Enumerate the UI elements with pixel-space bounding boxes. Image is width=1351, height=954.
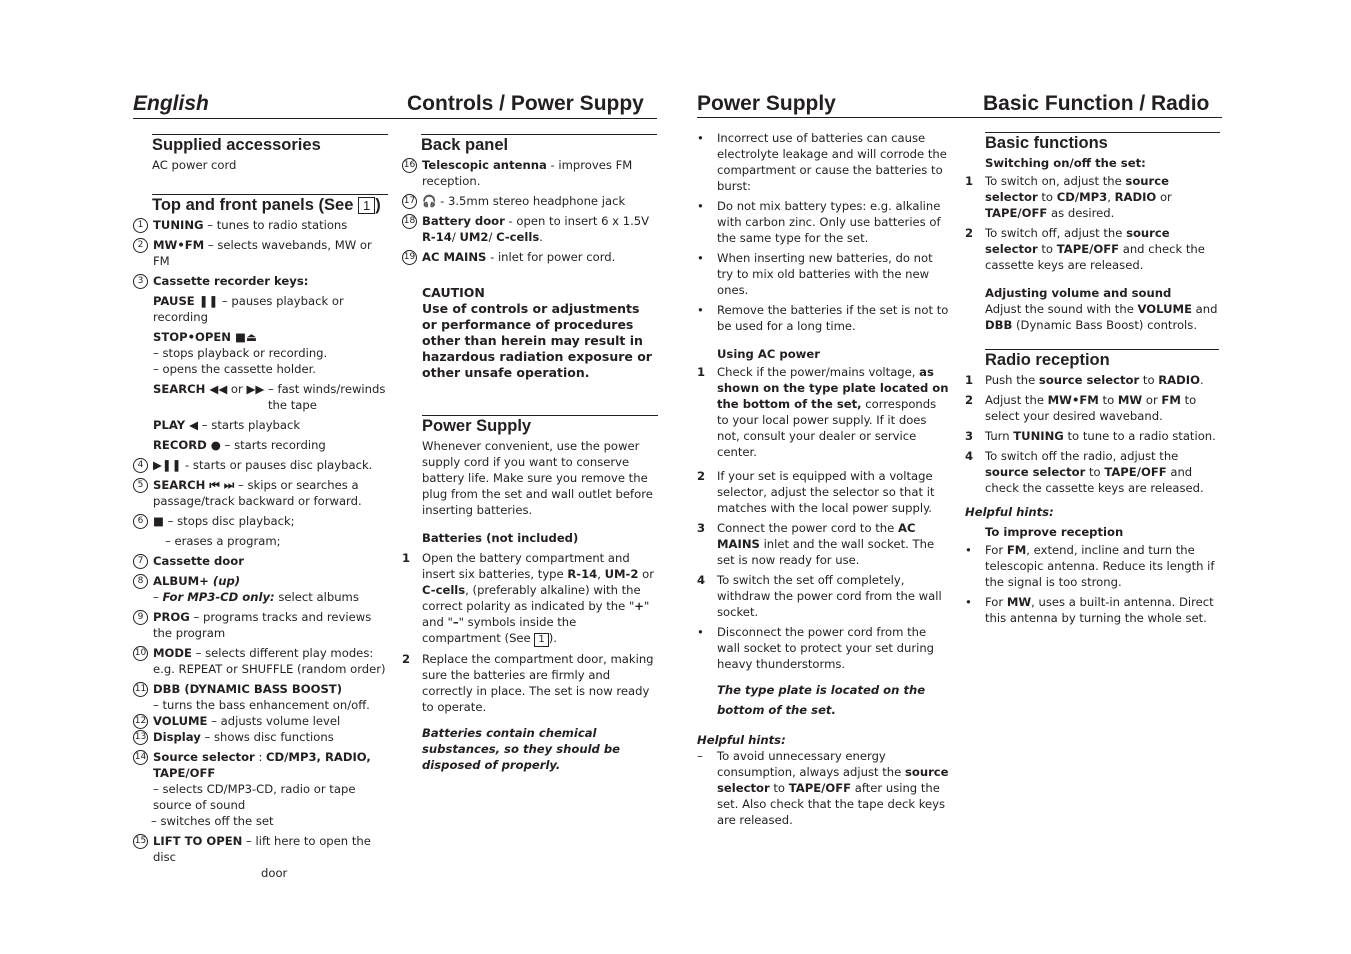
caution-title: CAUTION <box>422 285 485 300</box>
batteries-title: Batteries (not included) <box>422 531 579 545</box>
type-plate-note: The type plate is located on the bottom of the set. <box>717 683 926 717</box>
improve-title: To improve reception <box>985 525 1124 539</box>
item-9: 9 PROG – programs tracks and reviews the program <box>133 609 389 641</box>
radio-step-2: 2 Adjust the MW•FM to MW or FM to select your desired waveband. <box>965 393 1197 423</box>
radio-step-4: 4 To switch off the radio, adjust the source selector to TAPE/OFF and check the cassette keys are released. <box>965 449 1204 495</box>
back-title: Back panel <box>421 136 509 154</box>
battery-step-1: 1 Open the battery compartment and insert six batteries, type R-14, UM-2 or C-cells, (preferably alkaline) with the correct polarity as indicated by the "+" and "–" symbols inside the compartment (See 1 ). <box>402 551 654 645</box>
radio-title: Radio reception <box>985 351 1110 369</box>
item-19: 19 AC MAINS - inlet for power cord. <box>403 250 616 264</box>
item-2: 2 MW•FM – selects wavebands, MW or FM <box>133 237 389 269</box>
volume-title: Adjusting volume and sound <box>985 286 1172 300</box>
ac-step-1: 1 Check if the power/mains voltage, as shown on the type plate located on the bottom of the set, corresponds to your local power supply. If it does not, consult your dealer or service center. <box>697 365 949 459</box>
item-8: 8 ALBUM+ (up) – For MP3-CD only: select albums <box>133 573 389 605</box>
ac-step-2: 2 If your set is equipped with a voltage selector, adjust the selector so that it matches with the local power supply. <box>697 469 935 515</box>
chemical-warning: Batteries contain chemical substances, so they should be disposed of properly. <box>422 726 621 772</box>
item-14: 14 Source selector : CD/MP3, RADIO, TAPE/OFF <box>134 750 371 780</box>
item-stop-desc-1: – stops playback or recording. <box>153 346 328 360</box>
item-1: 1 TUNING – tunes to radio stations <box>133 217 389 233</box>
improve-hint-1: • For FM, extend, incline and turn the telescopic antenna. Reduce its length if the signal is too strong. <box>965 543 1215 589</box>
switch-step-1: 1 To switch on, adjust the source selector to CD/MP3, RADIO or TAPE/OFF as desired. <box>965 174 1172 220</box>
item-stop-desc-2: – opens the cassette holder. <box>153 362 316 376</box>
volume-text: Adjust the sound with the VOLUME and DBB (Dynamic Bass Boost) controls. <box>985 302 1218 332</box>
basic-title: Basic functions <box>985 134 1108 152</box>
item-stop: STOP•OPEN ■⏏ <box>153 330 257 344</box>
item-14-desc: – selects CD/MP3-CD, radio or tape source of sound <box>153 782 356 812</box>
accessories-text: AC power cord <box>152 158 237 172</box>
bullet-4: • Remove the batteries if the set is not to be used for a long time. <box>697 303 949 333</box>
ac-step-4: 4 To switch the set off completely, withdraw the power cord from the wall socket. <box>697 573 942 619</box>
item-15-door: door <box>261 866 288 880</box>
header-power-supply: Power Supply <box>697 92 836 115</box>
item-18: 18 Battery door - open to insert 6 x 1.5V R-14/ UM2/ C-cells. <box>403 214 650 244</box>
item-16: 16 Telescopic antenna - improves FM reception. <box>403 158 633 188</box>
radio-step-1: 1 Push the source selector to RADIO. <box>965 373 1204 387</box>
radio-hints-title: Helpful hints: <box>965 505 1054 519</box>
header-rule-left <box>133 118 657 119</box>
power-supply-title: Power Supply <box>422 417 532 435</box>
item-13: 13 Display – shows disc functions <box>134 730 334 744</box>
power-supply-text: Whenever convenient, use the power supply cord if you want to conserve battery life. Make sure you remove the plug from the set and wall outlet before inserting batteries. <box>422 439 653 517</box>
basic-section <box>985 132 1220 171</box>
switch-title: Switching on/off the set: <box>985 156 1146 170</box>
caution-text: Use of controls or adjustments or performance of procedures other than herein may result in hazardous radiation exposure or other unsafe operation. <box>422 301 652 380</box>
switch-step-2: 2 To switch off, adjust the source selector to TAPE/OFF and check the cassette keys are released. <box>965 226 1205 272</box>
header-rule-right <box>697 117 1222 118</box>
header-controls: Controls / Power Suppy <box>407 92 644 115</box>
item-pause: PAUSE ❚❚ – pauses playback or recording <box>153 294 344 324</box>
header-basic-radio: Basic Function / Radio <box>983 92 1210 115</box>
power-supply-section <box>422 415 658 546</box>
helpful-hints-title: Helpful hints: <box>697 733 786 747</box>
battery-step-2: 2 Replace the compartment door, making sure the batteries are firmly and correctly in place. The set is now ready to operate. <box>402 652 654 714</box>
bullet-2: • Do not mix battery types: e.g. alkaline with carbon zinc. Only use batteries of the same type for the set. <box>697 199 941 245</box>
panels-title: Top and front panels (See 1 ) <box>152 196 381 214</box>
item-12: 12 VOLUME – adjusts volume level <box>134 714 341 728</box>
column-power-supply <box>697 130 951 832</box>
item-11: 11 DBB (DYNAMIC BASS BOOST) – turns the bass enhancement on/off. <box>134 682 370 712</box>
item-search-tape: the tape <box>268 398 317 412</box>
item-search: SEARCH ◀◀ or ▶▶ – fast winds/rewinds <box>153 382 386 396</box>
item-14-off: – switches off the set <box>151 814 274 828</box>
accessories-title: Supplied accessories <box>152 136 321 154</box>
ac-power-title: Using AC power <box>717 347 820 361</box>
radio-section <box>985 349 1219 370</box>
improve-hint-2: • For MW, uses a built-in antenna. Direct this antenna by turning the whole set. <box>965 595 1214 625</box>
column-back-panel <box>402 134 658 773</box>
column-basic-radio <box>965 132 1221 630</box>
item-5: 5 SEARCH ⏮ ⏭ – skips or searches a passage/track backward or forward. <box>133 477 389 509</box>
panels-section <box>152 194 388 215</box>
item-4: 4 ▶❚❚ - starts or pauses disc playback. <box>133 457 389 473</box>
header-english: English <box>133 92 209 115</box>
item-7: 7 Cassette door <box>133 553 389 569</box>
item-6: 6 ■ – stops disc playback; <box>133 513 389 529</box>
ac-step-3: 3 Connect the power cord to the AC MAINS inlet and the wall socket. The set is now ready for use. <box>697 521 935 567</box>
bullet-1: • Incorrect use of batteries can cause electrolyte leakage and will corrode the compartment or cause the batteries to burst: <box>697 131 947 193</box>
item-record: RECORD ● – starts recording <box>153 438 326 452</box>
item-play: PLAY ◀ – starts playback <box>153 418 301 432</box>
item-6-erase: – erases a program; <box>165 534 281 548</box>
hint-1: – To avoid unnecessary energy consumption, always adjust the source selector to TAPE/OFF after using the set. Also check that the tape deck keys are released. <box>697 749 949 827</box>
ac-step-bullet: • Disconnect the power cord from the wall socket to protect your set during heavy thunderstorms. <box>697 625 935 671</box>
accessories-section <box>152 134 388 173</box>
item-17: 17 🎧 - 3.5mm stereo headphone jack <box>403 194 626 208</box>
back-section <box>421 134 657 155</box>
item-15: 15 LIFT TO OPEN – lift here to open the disc <box>134 834 371 864</box>
bullet-3: • When inserting new batteries, do not try to mix old batteries with the new ones. <box>697 251 933 297</box>
radio-step-3: 3 Turn TUNING to tune to a radio station. <box>965 429 1216 443</box>
column-controls-front <box>133 134 389 885</box>
item-10: 10 MODE – selects different play modes: e.g. REPEAT or SHUFFLE (random order) <box>134 646 386 676</box>
caution-block <box>422 285 658 381</box>
item-3: 3 Cassette recorder keys: <box>133 273 389 289</box>
